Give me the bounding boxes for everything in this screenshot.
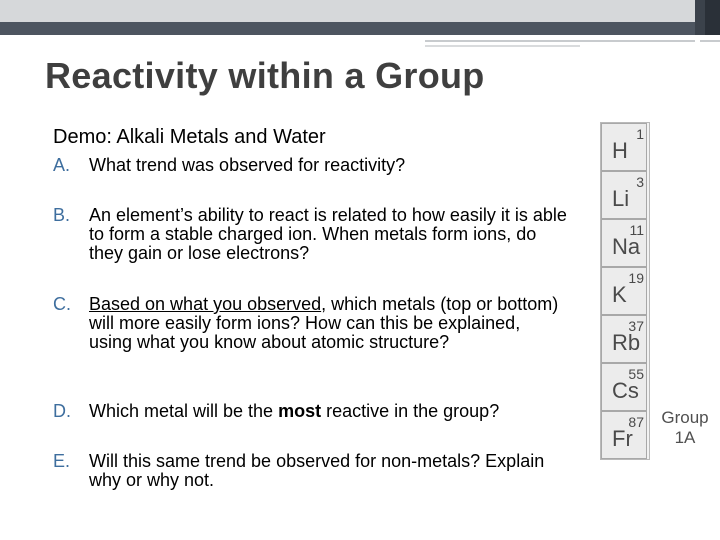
element-cell-k [601,267,647,315]
atomic-number: 3 [636,174,644,190]
list-item-text [89,402,567,421]
header-corner-block-dark [705,0,720,35]
element-symbol: Li [612,186,630,211]
element-cell-h [601,123,647,171]
list-marker: B. [53,205,71,225]
element-symbol: Cs [612,378,639,403]
list-item-text-before: Which metal will be the [89,401,279,421]
decorative-line [700,40,720,42]
atomic-number: 87 [628,414,644,430]
element-cell-li [601,171,647,219]
slide-subtitle: Demo: Alkali Metals and Water [53,126,326,148]
element-symbol: H [612,138,628,163]
atomic-number: 55 [628,366,644,382]
slide-title: Reactivity within a Group [45,55,485,96]
atomic-number: 11 [629,222,644,238]
atomic-number: 19 [628,270,644,286]
header-dark-band [0,22,720,35]
group-label-line1: Group [661,408,709,427]
list-item-text: Will this same trend be observed for non-metals? Explain why or why not. [89,451,545,490]
element-cell-cs [601,363,647,411]
list-item-text: An element’s ability to react is related to how easily it is able to form a stable charged ion. When metals form ions, do they gain or lose electrons? [89,205,567,263]
element-symbol: Fr [612,426,633,451]
atomic-number: 1 [636,126,644,142]
group-label [655,408,715,448]
element-cell-na [601,219,647,267]
list-marker: E. [53,451,71,471]
list-item-text-rest: , which metals (top or bottom) will more easily form ions? How can this be explained, using what you know about atomic structure? [89,294,559,352]
underlined-phrase: Based on what you observed [89,294,322,314]
decorative-line [425,40,695,42]
group-label-line2: 1A [674,428,696,447]
header-band [0,0,720,22]
element-symbol: Rb [612,330,641,355]
list-marker: A. [53,155,71,175]
emphasis-text: most [278,401,322,421]
list-item-text-after: reactive in the group? [321,401,500,421]
element-cell-rb [601,315,647,363]
element-symbol: K [612,282,627,307]
decorative-line [425,45,580,47]
list-marker: D. [53,401,71,421]
element-symbol: Na [612,234,641,259]
list-marker: C. [53,294,71,314]
element-cell-fr [601,411,647,459]
atomic-number: 37 [628,318,644,334]
periodic-group-column [600,122,650,460]
list-item-text [89,295,567,352]
list-item-text: What trend was observed for reactivity? [89,155,406,175]
